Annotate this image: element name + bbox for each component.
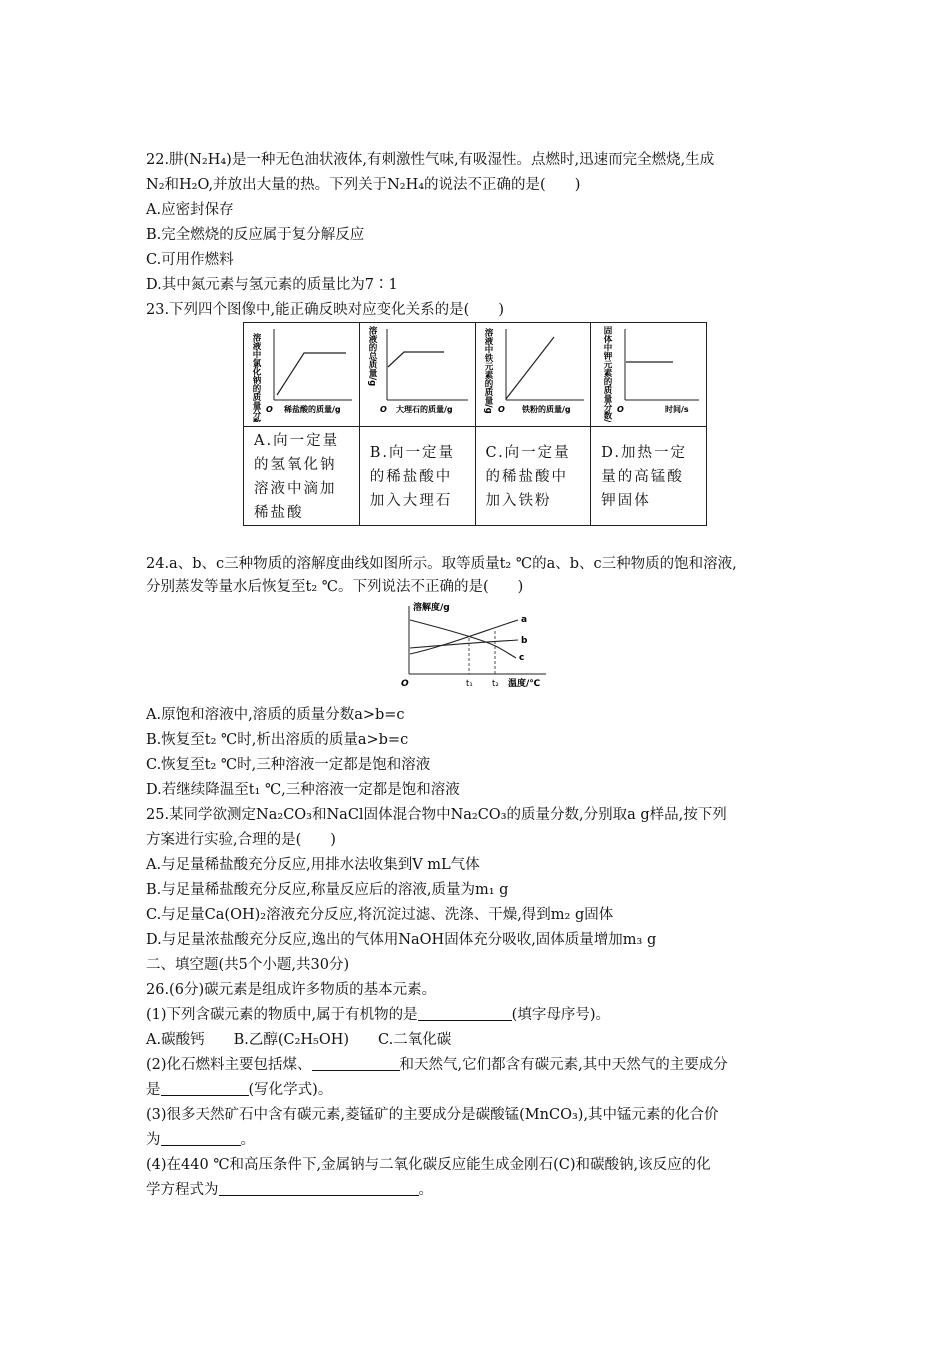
q23-stem: 23.下列四个图像中,能正确反映对应变化关系的是( ) (146, 302, 504, 318)
q26-part4-line2 (146, 1180, 433, 1200)
q25-option-b: B.与足量稀盐酸充分反应,称量反应后的溶液,质量为m₁ g (146, 882, 509, 898)
q23-option-c (475, 427, 591, 526)
option-line: B.向一定量 (369, 445, 456, 461)
option-line: 稀盐酸 (254, 505, 304, 521)
q26-answer-blank-2[interactable] (312, 1055, 400, 1071)
origin-label: O (379, 405, 387, 414)
q26-answer-blank-1[interactable] (418, 1005, 512, 1021)
curve-b-label: b (521, 636, 528, 646)
q26-answer-blank-3[interactable] (161, 1080, 249, 1096)
q26-answer-blank-5[interactable] (219, 1180, 419, 1196)
option-line: 加入大理石 (369, 493, 453, 509)
y-axis-label: 固体中钾元素的质量分数/% (602, 326, 613, 422)
q26-part2-text-start: 是 (146, 1082, 161, 1098)
q25-option-a: A.与足量稀盐酸充分反应,用排水法收集到V mL气体 (146, 857, 480, 873)
y-axis-label: 溶液的总质量/g (366, 326, 377, 387)
q26-part4-line1: (4)在440 ℃和高压条件下,金属钠与二氧化碳反应能生成金刚石(C)和碳酸钠,该反应的化 (146, 1157, 711, 1173)
q23-graph-d-plot (591, 323, 705, 422)
q24-option-c: C.恢复至t₂ ℃时,三种溶液一定都是饱和溶液 (146, 757, 431, 773)
q24-stem-line2: 分别蒸发等量水后恢复至t₂ ℃。下列说法不正确的是( ) (146, 579, 524, 595)
option-line: D.加热一定 (601, 445, 687, 461)
q25-option-c: C.与足量Ca(OH)₂溶液充分反应,将沉淀过滤、洗涤、干燥,得到m₂ g固体 (146, 907, 614, 923)
q26-part2-text-end: (写化学式)。 (248, 1082, 333, 1098)
q22-option-a: A.应密封保存 (146, 202, 234, 218)
q24-option-b: B.恢复至t₂ ℃时,析出溶质的质量a>b=c (146, 732, 409, 748)
q26-stem: 26.(6分)碳元素是组成许多物质的基本元素。 (146, 982, 437, 998)
q25-option-d: D.与足量浓盐酸充分反应,逸出的气体用NaOH固体充分吸收,固体质量增加m₃ g (146, 932, 657, 948)
q23-graph-a (244, 323, 360, 427)
q23-graph-b (359, 323, 475, 427)
origin-label: O (401, 679, 409, 689)
y-axis-label: 溶解度/g (413, 603, 450, 613)
curve (506, 337, 554, 399)
curve (388, 352, 444, 367)
q22-option-d: D.其中氮元素与氢元素的质量比为7∶1 (146, 277, 398, 293)
q23-option-b (359, 427, 475, 526)
curve-c-label: c (519, 653, 525, 663)
q23-graph-c (475, 323, 591, 427)
q24-option-a: A.原饱和溶液中,溶质的质量分数a>b=c (146, 707, 405, 723)
q22-option-c: C.可用作燃料 (146, 252, 234, 268)
q26-part1 (146, 1005, 610, 1025)
section-heading: 二、填空题(共5个小题,共30分) (146, 957, 350, 973)
q25-stem-line2: 方案进行实验,合理的是( ) (146, 832, 336, 848)
x-axis-label: 大理石的质量/g (395, 405, 453, 414)
q23-graph-d (591, 323, 707, 427)
q25-stem-line1: 25.某同学欲测定Na₂CO₃和NaCl固体混合物中Na₂CO₃的质量分数,分别取a g样品,按下列 (146, 807, 727, 823)
q26-part1-options: A.碳酸钙 B.乙醇(C₂H₅OH) C.二氧化碳 (146, 1032, 452, 1048)
x-axis-label: 温度/℃ (508, 679, 541, 689)
q23-graph-a-plot (244, 323, 358, 422)
option-line: 量的高锰酸 (601, 469, 684, 485)
q26-answer-blank-4[interactable] (161, 1130, 241, 1146)
option-line: 加入铁粉 (485, 493, 552, 509)
q26-part2-line2 (146, 1080, 332, 1100)
origin-label: O (617, 405, 625, 414)
option-line: 的稀盐酸中 (369, 469, 453, 485)
origin-label: O (266, 405, 273, 414)
curve-b (410, 640, 518, 648)
origin-label: O (497, 405, 505, 414)
curve-a-label: a (521, 615, 528, 625)
q26-part2-text-mid: 和天然气,它们都含有碳元素,其中天然气的主要成分 (399, 1057, 728, 1073)
q22-stem-line2: N₂和H₂O,并放出大量的热。下列关于N₂H₄的说法不正确的是( ) (146, 177, 581, 193)
q26-part3-text-start: 为 (146, 1132, 161, 1148)
q26-part2-line1 (146, 1055, 728, 1075)
q23-option-a (244, 427, 360, 526)
q26-part1-text: (1)下列含碳元素的物质中,属于有机物的是 (146, 1007, 418, 1023)
q23-option-d (591, 427, 707, 526)
tick-t2: t₂ (492, 679, 499, 689)
q22-stem-line1: 22.肼(N₂H₄)是一种无色油状液体,有刺激性气味,有吸湿性。点燃时,迅速而完全燃烧,生成 (146, 152, 715, 168)
q23-graph-c-plot (476, 323, 590, 422)
x-axis-label: 铁粉的质量/g (521, 405, 571, 414)
q26-part3-line1: (3)很多天然矿石中含有碳元素,菱锰矿的主要成分是碳酸锰(MnCO₃),其中锰元素的化合价 (146, 1107, 719, 1123)
option-line: 钾固体 (601, 493, 651, 509)
y-axis-label: 溶液中氯化钠的质量分数/% (251, 333, 261, 422)
q24-solubility-chart (396, 598, 556, 690)
x-axis-label: 时间/s (665, 405, 689, 414)
q26-part4-text-end: 。 (418, 1182, 433, 1198)
option-line: 的氢氧化钠 (254, 457, 337, 473)
q26-part2-text: (2)化石燃料主要包括煤、 (146, 1057, 312, 1073)
q26-part4-text-start: 学方程式为 (146, 1182, 219, 1198)
q23-graph-b-plot (360, 323, 474, 422)
x-axis-label: 稀盐酸的质量/g (284, 405, 341, 414)
q23-graph-table (243, 322, 707, 526)
q26-part3-line2 (146, 1130, 255, 1150)
q26-part1-text-end: (填字母序号)。 (511, 1007, 610, 1023)
option-line: C.向一定量 (485, 445, 571, 461)
q24-stem-line1: 24.a、b、c三种物质的溶解度曲线如图所示。取等质量t₂ ℃的a、b、c三种物质的饱和溶液, (146, 556, 737, 572)
q26-part3-text-end: 。 (240, 1132, 255, 1148)
curve (277, 353, 346, 395)
q22-option-b: B.完全燃烧的反应属于复分解反应 (146, 227, 365, 243)
y-axis-label: 溶液中铁元素的质量/g (482, 328, 493, 414)
option-line: A.向一定量 (254, 433, 340, 449)
q24-option-d: D.若继续降温至t₁ ℃,三种溶液一定都是饱和溶液 (146, 782, 460, 798)
option-line: 的稀盐酸中 (485, 469, 568, 485)
option-line: 溶液中滴加 (254, 481, 337, 497)
tick-t1: t₁ (466, 679, 473, 689)
